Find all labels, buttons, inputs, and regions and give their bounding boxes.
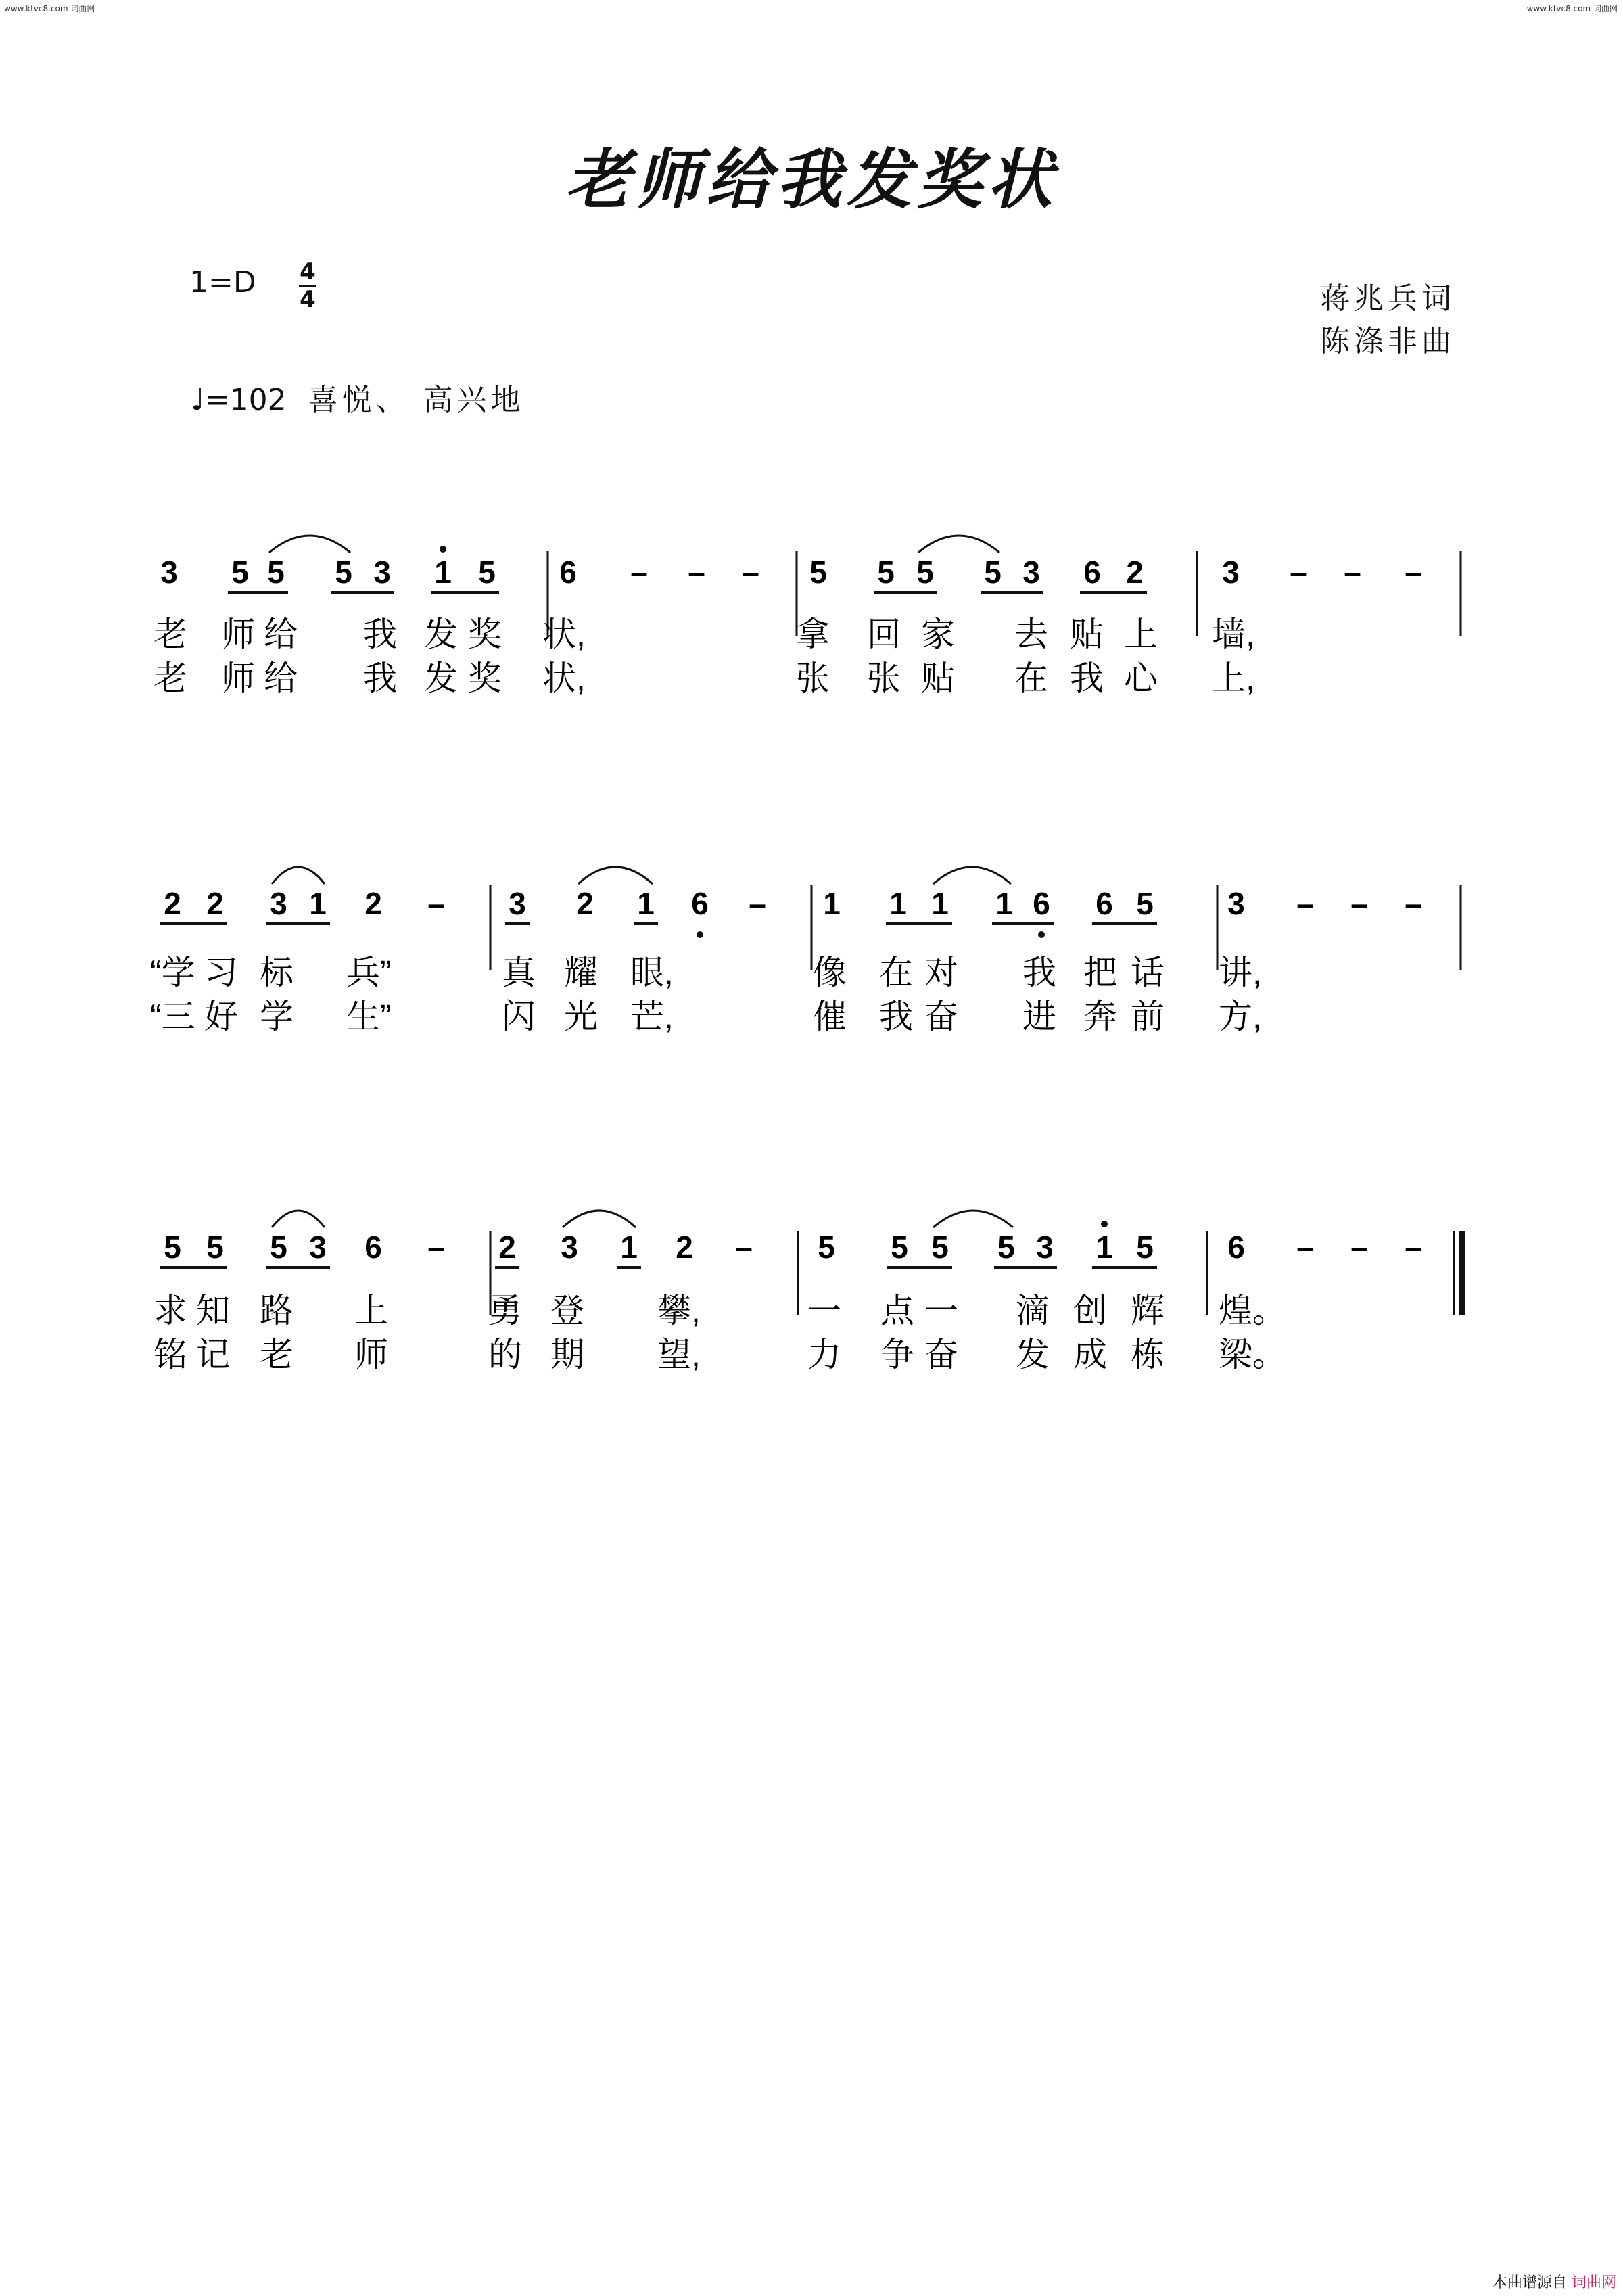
note: 1 xyxy=(637,886,655,921)
lyric-syllable: 墙, xyxy=(1212,615,1255,653)
lyric-syllable: “学 xyxy=(150,954,195,991)
note: 2 xyxy=(498,1229,516,1265)
note: 5 xyxy=(891,1229,908,1265)
note: 1 xyxy=(995,886,1013,921)
note: 1 xyxy=(1096,1229,1113,1265)
note: 5 xyxy=(818,1229,835,1265)
lyric-syllable: 方, xyxy=(1219,998,1262,1035)
lyric-syllable: 创 xyxy=(1073,1292,1107,1330)
lyric-syllable: 生” xyxy=(346,998,392,1035)
lyric-syllable: 光 xyxy=(564,998,598,1035)
note: 5 xyxy=(809,555,827,590)
octave-dot xyxy=(1101,1221,1108,1227)
note: – xyxy=(1344,555,1361,590)
note: 2 xyxy=(576,886,594,921)
header-left: www.ktvc8.com 词曲网 xyxy=(4,4,95,14)
lyric-syllable: 师 xyxy=(221,615,255,653)
note: 5 xyxy=(1136,886,1154,921)
lyric-syllable: 奖 xyxy=(468,615,502,653)
note: 6 xyxy=(691,886,709,921)
footer-brand: 词曲网 xyxy=(1571,2274,1616,2291)
lyric-syllable: 滴 xyxy=(1016,1292,1050,1330)
note: 1 xyxy=(889,886,907,921)
note: 3 xyxy=(373,555,391,590)
lyric-syllable: 一 xyxy=(807,1292,841,1330)
note: – xyxy=(1350,886,1368,921)
lyric-syllable: 师 xyxy=(354,1336,388,1374)
lyric-syllable: 张 xyxy=(796,659,830,697)
lyric-syllable: 去 xyxy=(1014,615,1048,653)
lyric-syllable: 力 xyxy=(807,1336,841,1374)
note: – xyxy=(1405,1229,1422,1265)
slur-arc xyxy=(918,536,999,553)
note: 3 xyxy=(309,1229,327,1265)
note: – xyxy=(735,1229,753,1265)
lyric-syllable: 耀 xyxy=(564,954,598,991)
lyric-syllable: 奖 xyxy=(468,659,502,697)
note: 5 xyxy=(267,555,285,590)
lyric-syllable: 点 xyxy=(880,1292,914,1330)
lyricist-credit: 蒋兆兵词 xyxy=(1320,281,1455,316)
key-signature: 1=D xyxy=(189,265,256,300)
lyric-syllable: 我 xyxy=(1070,659,1104,697)
lyric-syllable: 好 xyxy=(204,998,238,1035)
lyric-syllable: 习 xyxy=(204,954,238,991)
lyric-syllable: 梁。 xyxy=(1219,1336,1286,1374)
lyric-syllable: 发 xyxy=(424,615,458,653)
lyric-syllable: 老 xyxy=(154,659,187,697)
note: – xyxy=(1405,886,1422,921)
lyric-syllable: 一 xyxy=(924,1292,958,1330)
lyric-syllable: 期 xyxy=(550,1336,584,1374)
time-signature-top: 4 xyxy=(300,258,316,285)
lyric-syllable: 状, xyxy=(542,615,586,653)
lyric-syllable: 奔 xyxy=(1083,998,1117,1035)
lyric-syllable: 上 xyxy=(1124,615,1158,653)
score-title: 老师给我发奖状 xyxy=(565,141,1058,218)
note: 6 xyxy=(364,1229,382,1265)
note: 3 xyxy=(509,886,526,921)
header-right: www.ktvc8.com 词曲网 xyxy=(1526,4,1618,14)
footer-source xyxy=(1492,2271,1616,2292)
note: 1 xyxy=(434,555,452,590)
note: 6 xyxy=(1083,555,1101,590)
note: – xyxy=(427,886,445,921)
note: – xyxy=(1350,1229,1368,1265)
lyric-syllable: 真 xyxy=(502,954,536,991)
note: – xyxy=(630,555,648,590)
note: 3 xyxy=(270,886,287,921)
lyric-syllable: 眼, xyxy=(630,954,674,991)
lyric-syllable: 知 xyxy=(196,1292,230,1330)
note: – xyxy=(688,555,705,590)
note: 3 xyxy=(1227,886,1245,921)
lyric-syllable: 前 xyxy=(1131,998,1165,1035)
lyric-syllable: 家 xyxy=(921,615,955,653)
lyric-syllable: 贴 xyxy=(921,659,955,697)
lyric-syllable: 煌。 xyxy=(1219,1292,1286,1330)
lyric-syllable: 在 xyxy=(1014,659,1048,697)
lyric-syllable: 老 xyxy=(260,1336,293,1374)
lyric-syllable: 心 xyxy=(1124,659,1158,697)
lyric-syllable: 奋 xyxy=(924,1336,958,1374)
note: 3 xyxy=(160,555,178,590)
lyric-syllable: 闪 xyxy=(502,998,536,1035)
lyric-syllable: 求 xyxy=(154,1292,187,1330)
note: 3 xyxy=(1222,555,1240,590)
footer-text: 本曲谱源自 xyxy=(1492,2274,1567,2291)
note: 2 xyxy=(206,886,224,921)
slur-arc xyxy=(578,867,653,884)
lyric-syllable: 学 xyxy=(260,998,293,1035)
lyric-syllable: 师 xyxy=(221,659,255,697)
lyric-syllable: 栋 xyxy=(1131,1336,1165,1374)
note: 5 xyxy=(984,555,1002,590)
note: – xyxy=(1290,555,1307,590)
lyric-syllable: 催 xyxy=(813,998,847,1035)
lyric-syllable: 给 xyxy=(264,659,298,697)
lyric-syllable: “三 xyxy=(150,998,195,1035)
octave-dot xyxy=(1038,931,1045,938)
lyric-syllable: 贴 xyxy=(1070,615,1104,653)
note: 5 xyxy=(997,1229,1015,1265)
lyric-syllable: 兵” xyxy=(346,954,392,991)
note: 1 xyxy=(931,886,949,921)
note: 5 xyxy=(478,555,496,590)
note: – xyxy=(427,1229,445,1265)
slur-arc xyxy=(933,867,1011,884)
lyric-syllable: 把 xyxy=(1083,954,1117,991)
lyric-syllable: 路 xyxy=(260,1292,293,1330)
note: 2 xyxy=(364,886,382,921)
lyric-syllable: 望, xyxy=(657,1336,701,1374)
note: 1 xyxy=(309,886,327,921)
lyric-syllable: 上, xyxy=(1212,659,1255,697)
lyric-syllable: 标 xyxy=(260,954,293,991)
lyric-syllable: 辉 xyxy=(1131,1292,1165,1330)
note: – xyxy=(1296,886,1314,921)
lyric-syllable: 张 xyxy=(867,659,901,697)
lyric-syllable: 发 xyxy=(424,659,458,697)
lyric-syllable: 铭 xyxy=(154,1336,187,1374)
lyric-syllable: 在 xyxy=(879,954,913,991)
note: 5 xyxy=(206,1229,224,1265)
lyric-syllable: 话 xyxy=(1131,954,1165,991)
octave-dot xyxy=(697,931,703,938)
slur-arc xyxy=(933,1211,1013,1227)
note: – xyxy=(1405,555,1422,590)
note: 5 xyxy=(916,555,934,590)
note: – xyxy=(749,886,766,921)
lyric-syllable: 状, xyxy=(542,659,586,697)
lyric-syllable: 奋 xyxy=(924,998,958,1035)
slur-arc xyxy=(272,1211,325,1227)
note: 3 xyxy=(1022,555,1040,590)
lyric-syllable: 回 xyxy=(867,615,901,653)
note: 2 xyxy=(1126,555,1144,590)
lyric-syllable: 给 xyxy=(264,615,298,653)
note: 3 xyxy=(1036,1229,1054,1265)
lyric-syllable: 勇 xyxy=(488,1292,522,1330)
slur-arc xyxy=(563,1211,636,1227)
note: 6 xyxy=(559,555,577,590)
slur-arc xyxy=(272,867,325,884)
lyric-syllable: 争 xyxy=(880,1336,914,1374)
lyric-syllable: 我 xyxy=(363,615,397,653)
lyric-syllable: 芒, xyxy=(630,998,674,1035)
lyric-syllable: 上 xyxy=(354,1292,388,1330)
note: 5 xyxy=(270,1229,287,1265)
note: 6 xyxy=(1096,886,1113,921)
lyric-syllable: 像 xyxy=(813,954,847,991)
slur-arc xyxy=(269,536,350,553)
composer-credit: 陈涤非曲 xyxy=(1320,324,1455,358)
octave-dot xyxy=(440,546,446,553)
lyric-syllable: 攀, xyxy=(657,1292,701,1330)
note: 5 xyxy=(931,1229,949,1265)
lyric-syllable: 登 xyxy=(550,1292,584,1330)
note: 2 xyxy=(164,886,181,921)
lyric-syllable: 成 xyxy=(1073,1336,1107,1374)
note: 5 xyxy=(164,1229,181,1265)
tempo-value: ♩=102 xyxy=(191,383,287,417)
note: 5 xyxy=(1136,1229,1154,1265)
lyric-syllable: 的 xyxy=(488,1336,522,1374)
lyric-syllable: 记 xyxy=(196,1336,230,1374)
note: 5 xyxy=(877,555,895,590)
lyric-syllable: 老 xyxy=(154,615,187,653)
note: 3 xyxy=(561,1229,578,1265)
note: 5 xyxy=(335,555,352,590)
expression-marking: 喜悦、 高兴地 xyxy=(308,383,525,417)
note: – xyxy=(1296,1229,1314,1265)
lyric-syllable: 我 xyxy=(1022,954,1056,991)
note: 1 xyxy=(823,886,841,921)
lyric-syllable: 对 xyxy=(924,954,958,991)
note: 6 xyxy=(1227,1229,1245,1265)
lyric-syllable: 进 xyxy=(1022,998,1056,1035)
lyric-syllable: 拿 xyxy=(796,615,830,653)
note: 5 xyxy=(231,555,249,590)
lyric-syllable: 我 xyxy=(363,659,397,697)
lyric-syllable: 我 xyxy=(879,998,913,1035)
note: 6 xyxy=(1033,886,1050,921)
note: – xyxy=(742,555,759,590)
lyric-syllable: 讲, xyxy=(1219,954,1262,991)
lyric-syllable: 发 xyxy=(1016,1336,1050,1374)
note: 2 xyxy=(676,1229,693,1265)
time-signature-bottom: 4 xyxy=(300,286,316,313)
note: 1 xyxy=(620,1229,638,1265)
